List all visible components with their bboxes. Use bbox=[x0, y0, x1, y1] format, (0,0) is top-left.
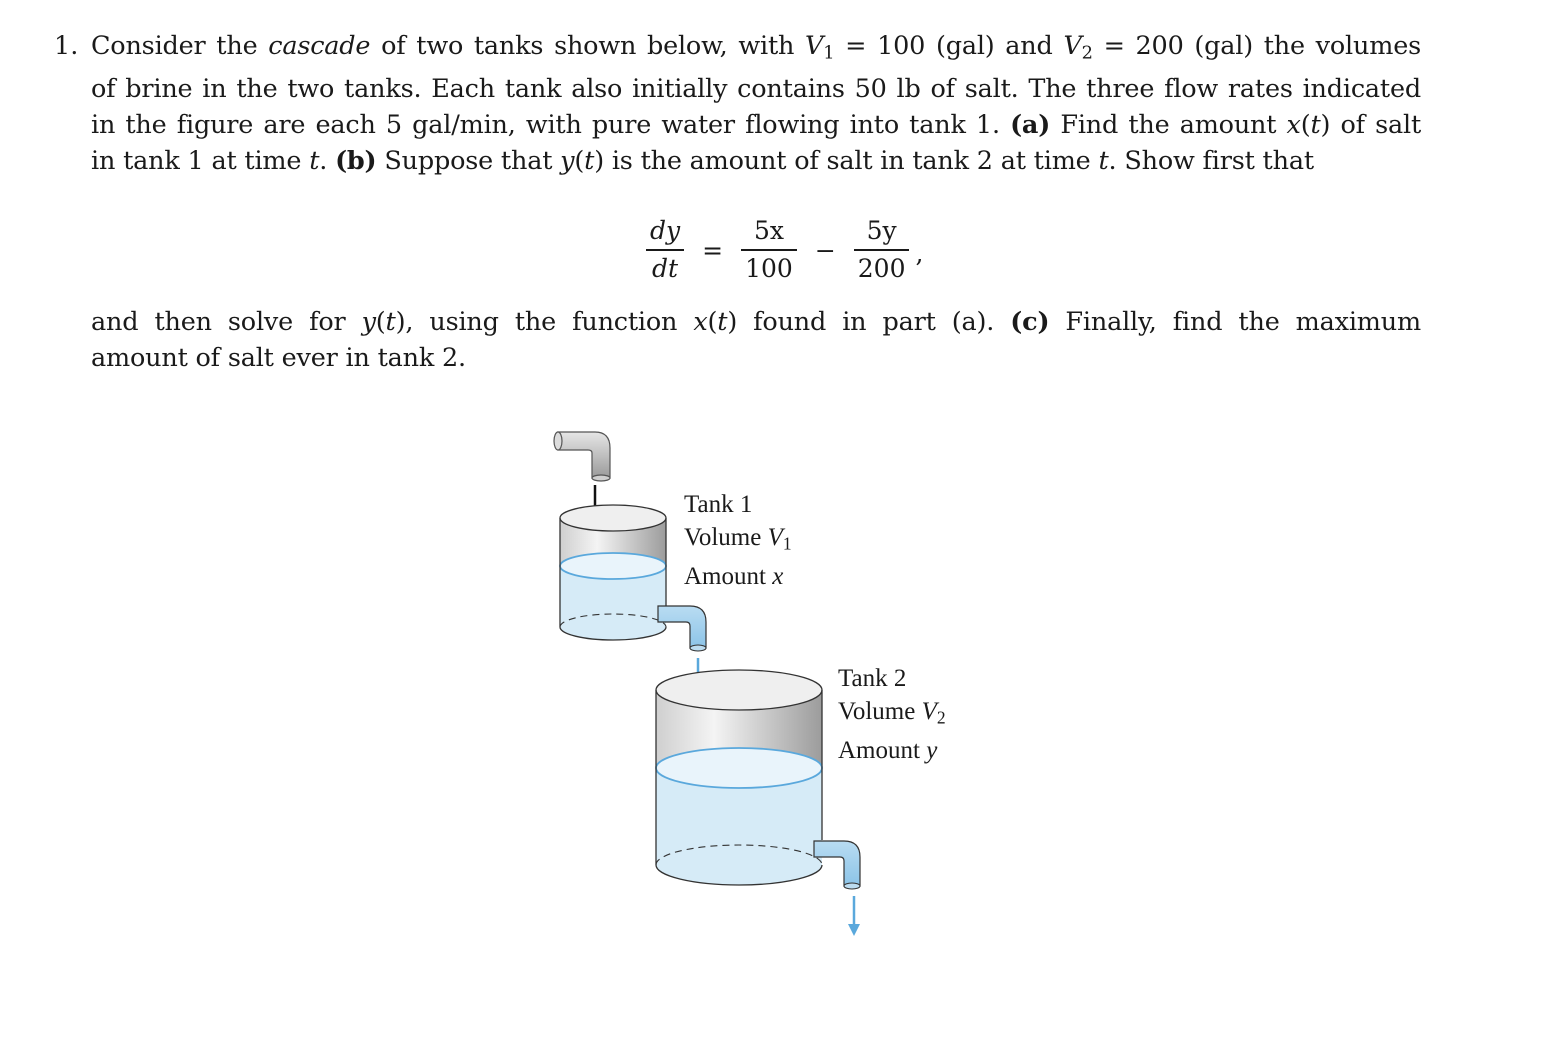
minus-sign: − bbox=[814, 235, 836, 265]
part-b-label: (b) bbox=[335, 146, 377, 177]
part-c-label: (c) bbox=[1010, 307, 1050, 337]
tank-1 bbox=[560, 505, 666, 640]
problem-number: 1. bbox=[54, 31, 79, 61]
tank-1-label bbox=[684, 488, 792, 593]
part-a-label: (a) bbox=[1010, 110, 1051, 141]
tank-2 bbox=[656, 670, 822, 885]
problem-body bbox=[91, 28, 1421, 179]
tank-1-volume: Volume $V_1$ bbox=[684, 524, 792, 554]
problem-line-4: in tank 1 at time t. (b) Suppose that y(t) is the amount of salt in tank 2 at time t. Show first that bbox=[91, 146, 1314, 177]
fraction-dy-dt: $\frac{dy}{dt}$ bbox=[646, 216, 684, 284]
tank-1-amount: Amount x bbox=[684, 563, 784, 591]
emphasis-cascade: cascade bbox=[268, 31, 371, 61]
continuation-line-1: and then solve for y(t), using the function x(t) found in part (a). (c) Finally, find the maximum bbox=[91, 307, 1421, 337]
continuation-line-2: amount of salt ever in tank 2. bbox=[91, 343, 466, 373]
inlet-pipe bbox=[554, 432, 610, 481]
fraction-5y-200: $\frac{5y}{200}$ bbox=[854, 216, 910, 284]
cascade-tanks-figure bbox=[540, 420, 1000, 960]
tank-2-volume: Volume $V_2$ bbox=[838, 698, 946, 728]
problem-continuation bbox=[91, 304, 1421, 376]
problem-line-2: of brine in the two tanks. Each tank also initially contains 50 lb of salt. The three flow rates indicated bbox=[91, 74, 1421, 105]
problem-line-1: Consider the cascade of two tanks shown below, with $V_1 = 100$ (gal) and $V_2 = 200$ (gal) the volumes bbox=[91, 31, 1421, 64]
tank-2-title: Tank 2 bbox=[838, 665, 907, 692]
differential-equation: $\frac{dy}{dt}$ = $\frac{5x}{100}$ − $\frac{5y}{200}$ , bbox=[640, 210, 923, 290]
fraction-5x-100: $\frac{5x}{100}$ bbox=[741, 216, 797, 284]
outflow-arrow bbox=[848, 896, 860, 936]
tank-2-label bbox=[838, 662, 946, 767]
tank-1-title: Tank 1 bbox=[684, 491, 753, 518]
tank-2-amount: Amount y bbox=[838, 737, 938, 765]
equals-sign: = bbox=[702, 235, 724, 265]
problem-line-3: in the figure are each 5 gal/min, with pure water flowing into tank 1. (a) Find the amount x(t) of salt bbox=[91, 110, 1421, 141]
